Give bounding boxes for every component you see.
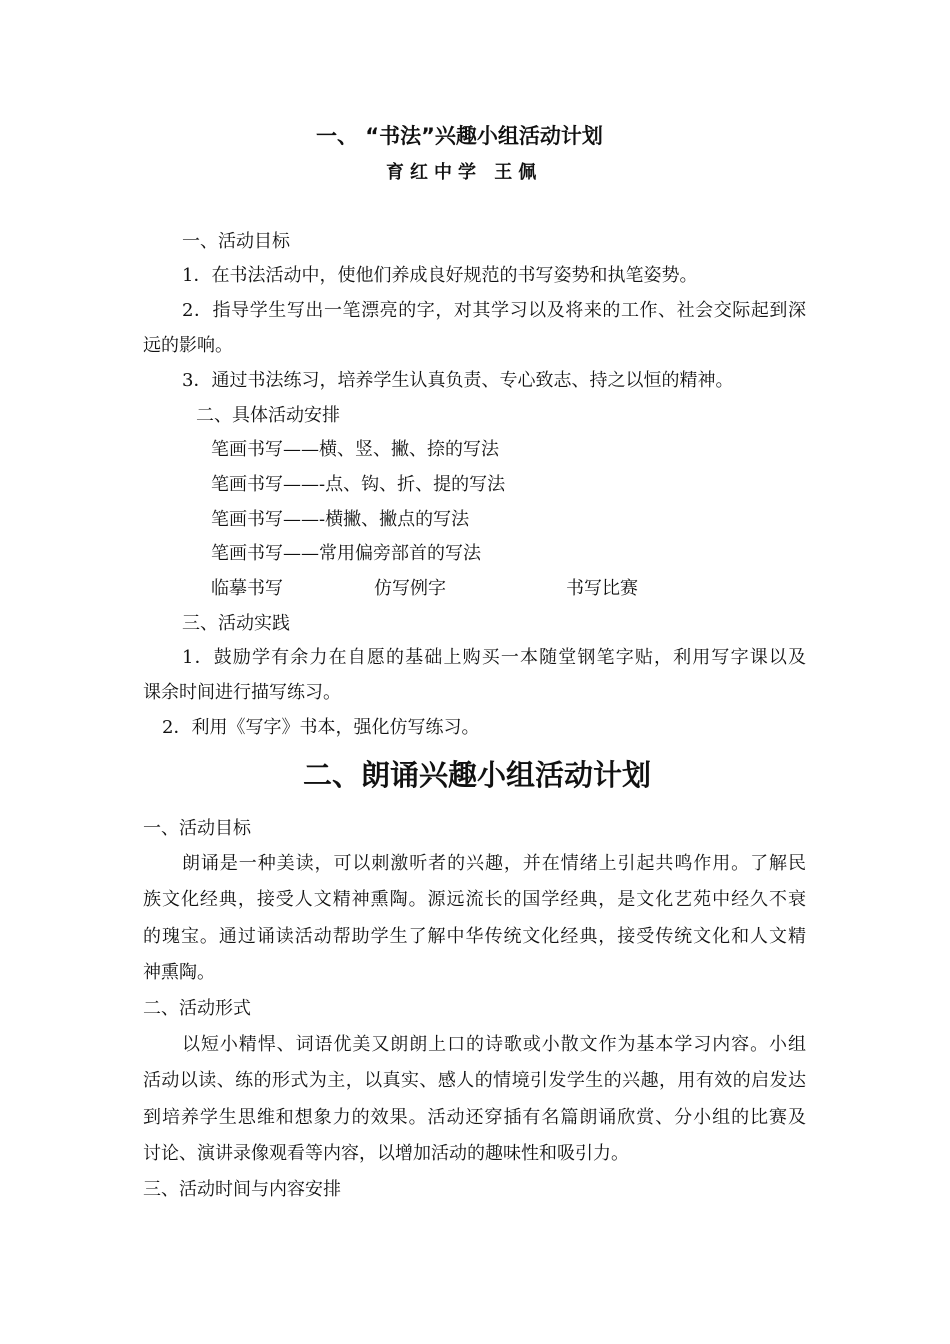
recitation-form-line-2: 活动以读、练的形式为主，以真实、感人的情境引发学生的兴趣，用有效的启发达	[143, 1070, 806, 1091]
recitation-plan-title: 二、朗诵兴趣小组活动计划	[303, 758, 652, 792]
recitation-form-line-1: 以短小精悍、词语优美又朗朗上口的诗歌或小散文作为基本学习内容。小组	[182, 1034, 806, 1055]
goal-item-2-continued: 远的影响。	[143, 335, 233, 356]
calligraphy-plan-title: 一、 “书法”兴趣小组活动计划	[316, 124, 603, 148]
arrangement-item-2: 笔画书写——-点、钩、折、提的写法	[211, 474, 506, 495]
recitation-goal-line-1: 朗诵是一种美读，可以刺激听者的兴趣，并在情绪上引起共鸣作用。了解民	[182, 853, 806, 874]
recitation-goal-line-2: 族文化经典，接受人文精神熏陶。源远流长的国学经典，是文化艺苑中经久不衰	[143, 889, 806, 910]
arrangement-item-3: 笔画书写——-横撇、撇点的写法	[211, 509, 470, 530]
arrangement-item-5b: 仿写例字	[374, 578, 446, 599]
goal-item-2: 2．指导学生写出一笔漂亮的字，对其学习以及将来的工作、社会交际起到深	[182, 300, 806, 321]
recitation-schedule-heading: 三、活动时间与内容安排	[143, 1179, 341, 1200]
recitation-form-heading: 二、活动形式	[143, 998, 251, 1019]
recitation-goal-line-4: 神熏陶。	[143, 962, 215, 983]
goal-item-1: 1．在书法活动中，使他们养成良好规范的书写姿势和执笔姿势。	[182, 265, 698, 286]
recitation-goal-heading: 一、活动目标	[143, 818, 251, 839]
practice-item-1: 1．鼓励学有余力在自愿的基础上购买一本随堂钢笔字贴，利用写字课以及	[182, 647, 806, 668]
arrangement-item-1: 笔画书写——横、竖、撇、捺的写法	[211, 439, 499, 460]
recitation-goal-line-3: 的瑰宝。通过诵读活动帮助学生了解中华传统文化经典，接受传统文化和人文精	[143, 926, 806, 947]
arrangement-heading: 二、具体活动安排	[196, 405, 340, 426]
practice-item-1-continued: 课余时间进行描写练习。	[143, 682, 341, 703]
recitation-form-line-3: 到培养学生思维和想象力的效果。活动还穿插有名篇朗诵欣赏、分小组的比赛及	[143, 1107, 806, 1128]
goal-heading: 一、活动目标	[182, 231, 290, 252]
recitation-form-line-4: 讨论、演讲录像观看等内容，以增加活动的趣味性和吸引力。	[143, 1143, 629, 1164]
arrangement-item-5a: 临摹书写	[211, 578, 283, 599]
author-line: 育红中学 王佩	[386, 162, 543, 183]
arrangement-item-5c: 书写比赛	[566, 578, 638, 599]
practice-heading: 三、活动实践	[182, 613, 290, 634]
practice-item-2: 2．利用《写字》书本，强化仿写练习。	[162, 717, 480, 738]
arrangement-item-4: 笔画书写——常用偏旁部首的写法	[211, 543, 481, 564]
goal-item-3: 3．通过书法练习，培养学生认真负责、专心致志、持之以恒的精神。	[182, 370, 734, 391]
